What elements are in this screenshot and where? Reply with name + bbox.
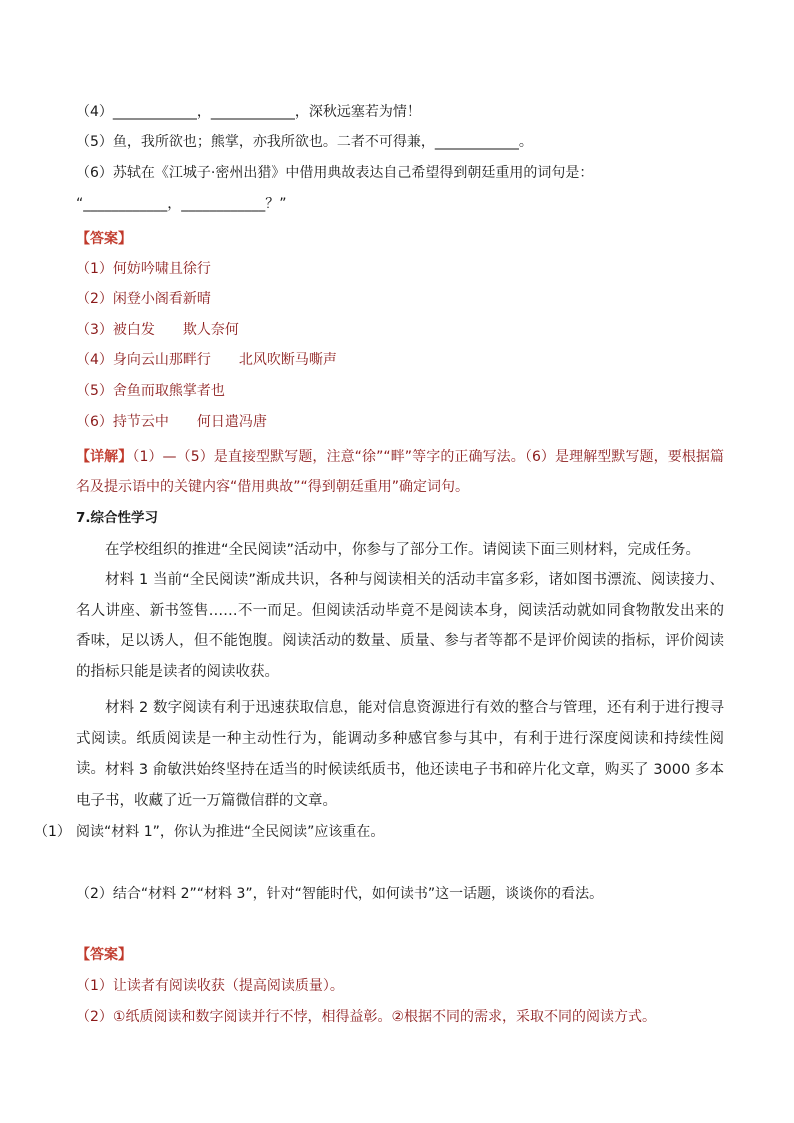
answer-label: 【答案】	[76, 231, 132, 247]
answer-item-5: （5）舍鱼而取熊掌者也	[76, 383, 225, 399]
answer-item-3: （3）被白发 欺人奈何	[76, 322, 239, 338]
question-6: （6）苏轼在《江城子·密州出猎》中借用典故表达自己希望得到朝廷重用的词句是：	[76, 165, 594, 181]
question-5: （5）鱼，我所欲也；熊掌，亦我所欲也。二者不可得兼，____________。	[76, 134, 533, 150]
detail-text: （1）—（5）是直接型默写题，注意“徐”“畔”等字的正确写法。（6）是理解型默写题，要根据篇名及提示语中的关键内容“借用典故”“得到朝廷重用”确定词句。	[76, 449, 725, 495]
question-4: （4）____________，____________，深秋远塞若为情！	[76, 104, 421, 120]
sub-question-1: 阅读“材料 1”，你认为推进“全民阅读”应该重在。	[76, 824, 385, 840]
answer-item-6: （6）持节云中 何日遣冯唐	[76, 414, 267, 430]
detail-label: 【详解】	[76, 449, 133, 465]
answer-2-label: 【答案】	[76, 947, 132, 963]
answer-item-2: （2）闲登小阁看新晴	[76, 291, 211, 307]
material-1: 材料 1 当前“全民阅读”渐成共识，各种与阅读相关的活动丰富多彩，诸如图书漂流、阅读接力、名人讲座、新书签售……不一而足。但阅读活动毕竟不是阅读本身，阅读活动就如同食物散发出来的香味，足以诱人，但不能饱腹。阅读活动的数量、质量、参与者等都不是评价阅读的指标，评价阅读的指标只能是读者的阅读收获。	[76, 572, 724, 680]
answer-item-4: （4）身向云山那畔行 北风吹断马嘶声	[76, 352, 337, 368]
answer-2-item-2: （2）①纸质阅读和数字阅读并行不悖，相得益彰。②根据不同的需求，采取不同的阅读方式。	[76, 1009, 657, 1025]
material-2: 材料 2 数字阅读有利于迅速获取信息，能对信息资源进行有效的整合与管理，还有利于进行搜寻式阅读。纸质阅读是一种主动性行为，能调动多种感官参与其中，有利于进行深度阅读和持续性阅读。	[76, 700, 724, 777]
material-3: 材料 3 俞敏洪始终坚持在适当的时候读纸质书，他还读电子书和碎片化文章，购买了 3000 多本电子书，收藏了近一万篇微信群的文章。	[76, 762, 724, 809]
sub-question-2: （2）结合“材料 2”“材料 3”，针对“智能时代，如何读书”这一话题，谈谈你的看法。	[76, 886, 604, 902]
detail-block	[76, 442, 724, 502]
section-7-intro: 在学校组织的推进“全民阅读”活动中，你参与了部分工作。请阅读下面三则材料，完成任务。	[105, 542, 701, 558]
answer-2-item-1: （1）让读者有阅读收获（提高阅读质量）。	[76, 978, 344, 994]
sub-question-1-number: （1）	[34, 824, 71, 840]
section-7-title: 7.综合性学习	[76, 510, 159, 526]
answer-item-1: （1）何妨吟啸且徐行	[76, 261, 211, 277]
question-6-blanks: “____________，____________？”	[76, 196, 287, 212]
